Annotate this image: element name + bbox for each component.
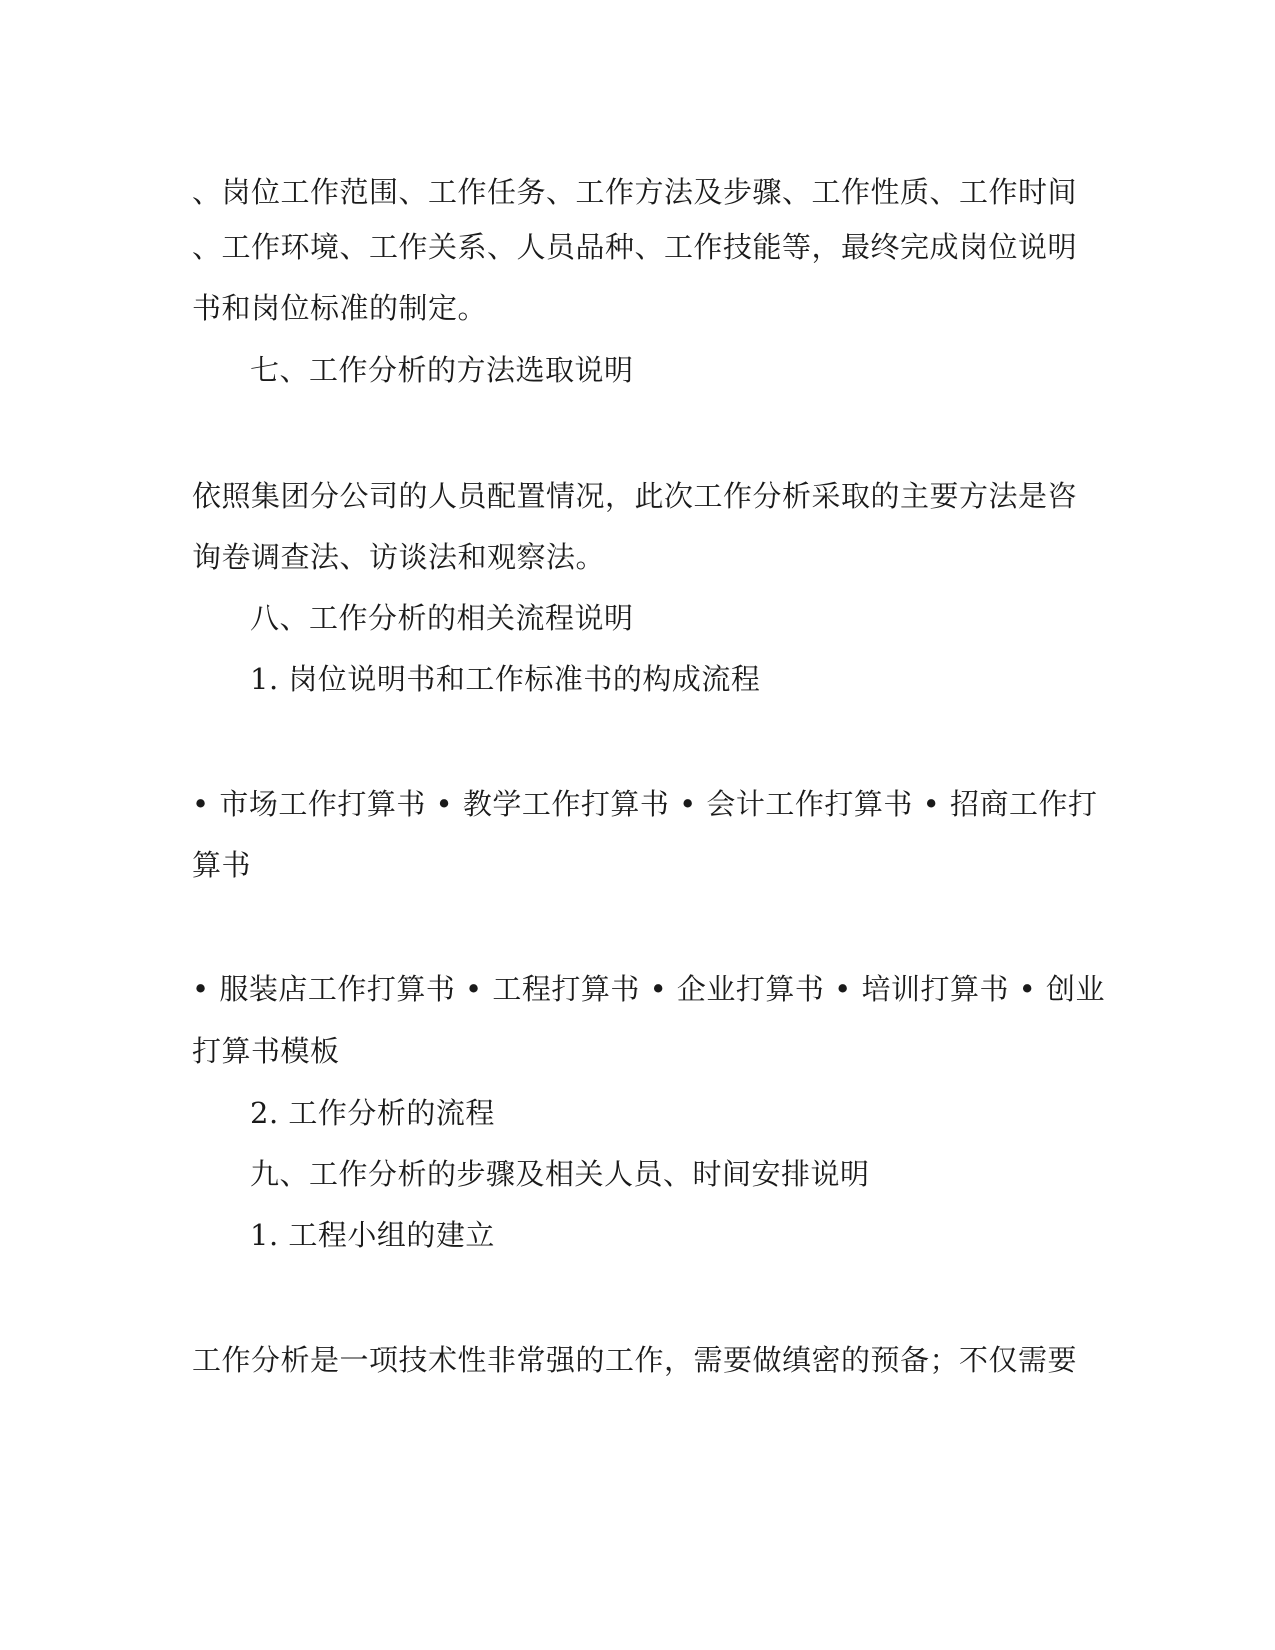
link-list-line: • 市场工作打算书 • 教学工作打算书 • 会计工作打算书 • 招商工作打 bbox=[192, 787, 1098, 821]
section-heading: 九、工作分析的步骤及相关人员、时间安排说明 bbox=[250, 1157, 870, 1191]
subsection-heading: 1. 岗位说明书和工作标准书的构成流程 bbox=[250, 662, 761, 696]
section-heading: 八、工作分析的相关流程说明 bbox=[250, 601, 634, 635]
subsection-heading: 2. 工作分析的流程 bbox=[250, 1096, 495, 1130]
link-list-line: 打算书模板 bbox=[192, 1034, 340, 1068]
paragraph-line: 书和岗位标准的制定。 bbox=[192, 291, 488, 325]
section-heading: 七、工作分析的方法选取说明 bbox=[250, 353, 634, 387]
subsection-heading: 1. 工程小组的建立 bbox=[250, 1218, 495, 1252]
paragraph-line: 、工作环境、工作关系、人员品种、工作技能等，最终完成岗位说明 bbox=[192, 230, 1078, 264]
paragraph-line: 询卷调查法、访谈法和观察法。 bbox=[192, 540, 606, 574]
paragraph-line: 、岗位工作范围、工作任务、工作方法及步骤、工作性质、工作时间 bbox=[192, 175, 1078, 209]
link-list-line: 算书 bbox=[192, 848, 252, 882]
paragraph-line: 工作分析是一项技术性非常强的工作，需要做缜密的预备；不仅需要 bbox=[192, 1343, 1078, 1377]
link-list-line: • 服装店工作打算书 • 工程打算书 • 企业打算书 • 培训打算书 • 创业 bbox=[192, 972, 1105, 1006]
paragraph-line: 依照集团分公司的人员配置情况，此次工作分析采取的主要方法是咨 bbox=[192, 479, 1078, 513]
